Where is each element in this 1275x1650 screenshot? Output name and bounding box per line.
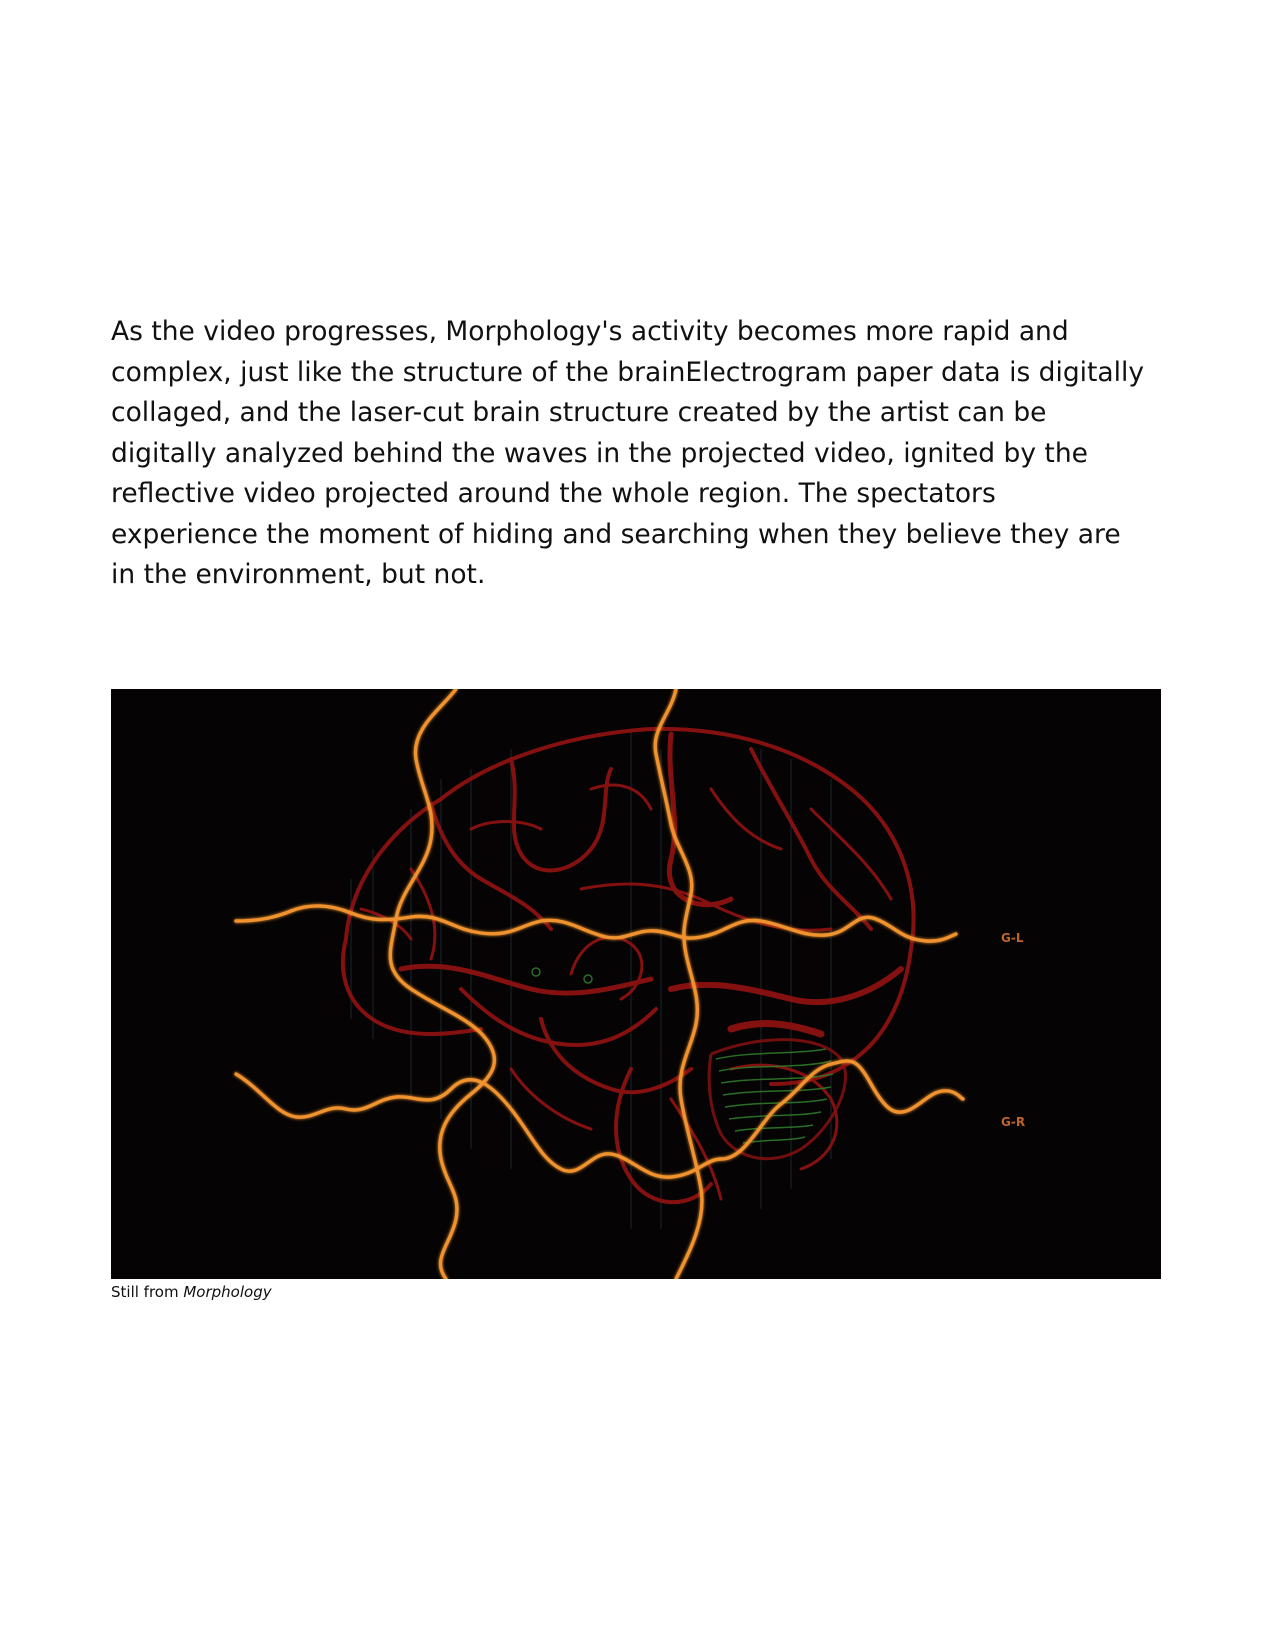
paragraph-line: As the video progresses, Morphology's activity becomes more rapid and bbox=[111, 316, 1069, 347]
paragraph-line: collaged, and the laser-cut brain structure created by the artist can be bbox=[111, 397, 1047, 428]
wave-g-r bbox=[236, 1061, 963, 1177]
paragraph-line: reflective video projected around the whole region. The spectators bbox=[111, 478, 996, 509]
wave-label-g-r: G-R bbox=[1001, 1115, 1026, 1129]
paragraph-line: experience the moment of hiding and searching when they believe they are bbox=[111, 518, 1121, 550]
background-grid-lines bbox=[351, 729, 831, 1229]
caption-title: Morphology bbox=[183, 1283, 272, 1301]
paragraph-line: complex, just like the structure of the brainElectrogram paper data is digitally bbox=[111, 356, 1145, 388]
video-still-figure bbox=[111, 689, 1161, 1279]
wave-label-g-l: G-L bbox=[1001, 931, 1024, 945]
paragraph-line: digitally analyzed behind the waves in the projected video, ignited by the bbox=[111, 437, 1088, 469]
paragraph-line: in the environment, but not. bbox=[111, 559, 486, 590]
brain-wave-illustration bbox=[111, 689, 1161, 1279]
caption-prefix: Still from bbox=[111, 1283, 184, 1301]
figure-caption bbox=[111, 1283, 272, 1301]
wave-vertical-left bbox=[390, 689, 494, 1279]
body-paragraph bbox=[111, 312, 1171, 596]
wave-g-l bbox=[236, 906, 956, 941]
wave-vertical-right bbox=[655, 689, 702, 1279]
